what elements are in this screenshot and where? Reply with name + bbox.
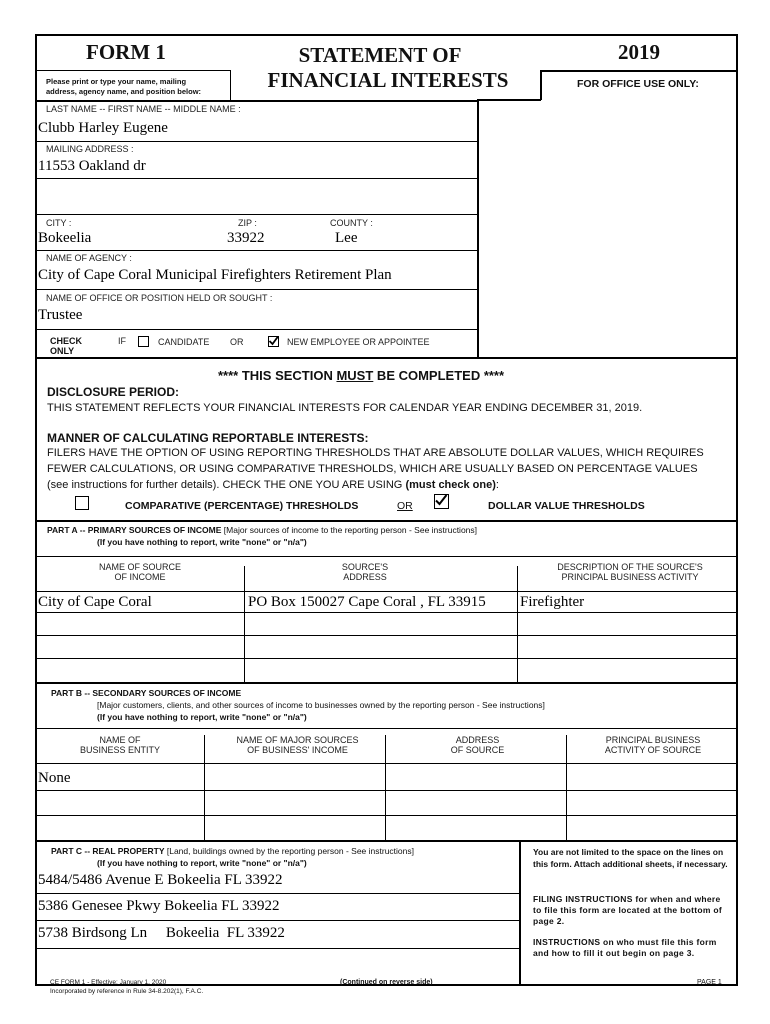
part-b-note2: (If you have nothing to report, write "none" or "n/a") <box>97 712 307 722</box>
part-a-vline-2 <box>517 566 518 683</box>
part-a-col1-l2: OF INCOME <box>114 572 166 582</box>
city-label: CITY : <box>46 218 72 228</box>
part-b-col4-l1: PRINCIPAL BUSINESS <box>605 735 701 745</box>
dollar-label: DOLLAR VALUE THRESHOLDS <box>488 500 645 512</box>
address-field-line2[interactable] <box>38 186 468 206</box>
manner-line3-c: : <box>495 479 499 491</box>
part-b-col2-l2: OF BUSINESS' INCOME <box>247 745 348 755</box>
office-use-top-border <box>540 70 738 72</box>
part-a-subnote: (If you have nothing to report, write "none" or "n/a") <box>97 537 307 547</box>
form-title: FORM 1 <box>86 40 166 64</box>
part-a-header-top <box>36 556 738 557</box>
banner-post: BE COMPLETED **** <box>373 368 505 383</box>
manner-line3-b: (must check one) <box>405 479 496 491</box>
part-a-col1-header <box>40 562 240 582</box>
side-note-filing: FILING INSTRUCTIONS for when and where to file this form are located at the bottom of page 2. <box>533 894 723 926</box>
office-label: NAME OF OFFICE OR POSITION HELD OR SOUGHT : <box>46 293 273 303</box>
dollar-checkbox[interactable] <box>434 494 449 509</box>
county-label: COUNTY : <box>330 218 373 228</box>
part-a-col2-header <box>260 562 470 582</box>
city-field[interactable]: Bokeelia <box>38 230 92 246</box>
part-b-bottom-border <box>36 840 738 842</box>
check-only-label: CHECK ONLY <box>50 336 83 356</box>
part-b-col1-header <box>40 735 200 755</box>
statement-title-line2: FINANCIAL INTERESTS <box>267 68 509 92</box>
checkmark-icon <box>434 493 448 507</box>
part-a-col2-l1: SOURCE'S <box>341 562 389 572</box>
office-field[interactable]: Trustee <box>38 307 83 323</box>
part-b-header-top <box>36 728 738 729</box>
property-line-2 <box>36 920 520 921</box>
side-note-space: You are not limited to the space on the lines on this form. Attach additional sheets, if necessary. <box>533 847 728 869</box>
candidate-checkbox[interactable] <box>138 336 149 347</box>
part-a-col1-l1: NAME OF SOURCE <box>98 562 181 572</box>
section-banner <box>218 368 504 383</box>
address-line-separator <box>36 178 478 179</box>
period-heading: DISCLOSURE PERIOD: <box>47 385 180 399</box>
part-b-col3-header <box>390 735 565 755</box>
part-b-col1-l2: BUSINESS ENTITY <box>79 745 160 755</box>
property-2[interactable]: 5386 Genesee Pkwy Bokeelia FL 33922 <box>38 898 280 914</box>
manner-line3 <box>47 479 499 491</box>
candidate-label: CANDIDATE <box>158 337 210 347</box>
check-if-label: IF <box>118 336 126 346</box>
part-a-row1-address[interactable]: PO Box 150027 Cape Coral , FL 33915 <box>248 594 486 610</box>
part-b-row-line-3 <box>36 815 738 816</box>
part-a-bottom-border <box>36 682 738 684</box>
threshold-or: OR <box>397 500 413 512</box>
part-b-row-line-1 <box>36 763 738 764</box>
office-use-divider <box>477 99 479 358</box>
part-a-row-line-2 <box>36 612 738 613</box>
footer-continued: (Continued on reverse side) <box>340 979 433 986</box>
instructions-line2: address, agency name, and position below: <box>46 87 202 96</box>
banner-pre: **** THIS SECTION <box>218 368 337 383</box>
disclosure-bottom-border <box>36 520 738 522</box>
instructions-box <box>36 70 231 100</box>
checkmark-icon <box>268 335 279 346</box>
part-a-title <box>47 525 477 535</box>
office-use-left-notch <box>540 70 542 100</box>
part-b-note1: [Major customers, clients, and other sources of income to businesses owned by the reporting person - See instructions] <box>97 700 545 710</box>
zip-label: ZIP : <box>238 218 257 228</box>
part-a-vline-1 <box>244 566 245 683</box>
office-separator <box>36 329 478 330</box>
address-label: MAILING ADDRESS : <box>46 144 134 154</box>
part-b-row1-entity[interactable]: None <box>38 770 71 786</box>
period-text: THIS STATEMENT REFLECTS YOUR FINANCIAL INTERESTS FOR CALENDAR YEAR ENDING DECEMBER 31, 2019. <box>47 402 643 414</box>
county-field[interactable]: Lee <box>335 230 358 246</box>
part-b-col4-l2: ACTIVITY OF SOURCE <box>604 745 702 755</box>
property-line-3 <box>36 948 520 949</box>
new-employee-label: NEW EMPLOYEE OR APPOINTEE <box>287 337 430 347</box>
part-b-vline-3 <box>566 735 567 840</box>
city-separator <box>36 250 478 251</box>
side-note-instructions: INSTRUCTIONS on who must file this form and how to fill it out begin on page 3. <box>533 937 717 958</box>
office-use-shelf <box>477 99 541 101</box>
part-c-title <box>51 846 414 856</box>
form-year: 2019 <box>618 40 660 64</box>
banner-must: MUST <box>336 368 374 383</box>
part-c-title-note: [Land, buildings owned by the reporting person - See instructions] <box>164 846 414 856</box>
agency-field[interactable]: City of Cape Coral Municipal Firefighters Retirement Plan <box>38 267 392 283</box>
name-separator <box>36 141 478 142</box>
part-a-row-line-4 <box>36 658 738 659</box>
part-b-col3-l2: OF SOURCE <box>450 745 505 755</box>
property-1[interactable]: 5484/5486 Avenue E Bokeelia FL 33922 <box>38 872 283 888</box>
name-field[interactable]: Clubb Harley Eugene <box>38 120 168 136</box>
filer-bottom-border <box>36 357 738 359</box>
manner-line1: FILERS HAVE THE OPTION OF USING REPORTING THRESHOLDS THAT ARE ABSOLUTE DOLLAR VALUES, WHICH REQUIRES <box>47 447 704 459</box>
comparative-label: COMPARATIVE (PERCENTAGE) THRESHOLDS <box>125 500 359 512</box>
address-separator <box>36 214 478 215</box>
part-a-row1-name[interactable]: City of Cape Coral <box>38 594 152 610</box>
part-a-col3-header <box>520 562 740 582</box>
comparative-checkbox[interactable] <box>75 496 89 510</box>
part-a-row1-activity[interactable]: Firefighter <box>520 594 585 610</box>
part-b-col2-l1: NAME OF MAJOR SOURCES <box>236 735 359 745</box>
part-b-col2-header <box>210 735 385 755</box>
name-label: LAST NAME -- FIRST NAME -- MIDDLE NAME : <box>46 104 241 114</box>
part-c-subnote: (If you have nothing to report, write "none" or "n/a") <box>97 858 307 868</box>
part-a-row-line-1 <box>36 591 738 592</box>
agency-separator <box>36 289 478 290</box>
footer-page-number: PAGE 1 <box>697 979 722 986</box>
filer-top-border <box>36 100 478 102</box>
part-b-col1-l1: NAME OF <box>99 735 141 745</box>
footer-left-line1: CE FORM 1 - Effective: January 1, 2020 <box>50 979 167 986</box>
property-3[interactable]: 5738 Birdsong Ln Bokeelia FL 33922 <box>38 925 285 941</box>
part-a-col3-l2: PRINCIPAL BUSINESS ACTIVITY <box>561 572 699 582</box>
part-a-title-note: [Major sources of income to the reporting person - See instructions] <box>221 525 478 535</box>
part-b-title: PART B -- SECONDARY SOURCES OF INCOME <box>51 688 242 698</box>
part-b-vline-1 <box>204 735 205 840</box>
part-b-row-line-2 <box>36 790 738 791</box>
part-a-col2-l2: ADDRESS <box>343 572 387 582</box>
part-a-title-text: PART A -- PRIMARY SOURCES OF INCOME <box>47 525 222 535</box>
manner-line3-a: (see instructions for further details). CHECK THE ONE YOU ARE USING <box>47 479 406 491</box>
instructions-line1: Please print or type your name, mailing <box>46 77 187 86</box>
address-field[interactable]: 11553 Oakland dr <box>38 158 146 174</box>
zip-field[interactable]: 33922 <box>227 230 265 246</box>
property-line-1 <box>36 893 520 894</box>
new-employee-checkbox[interactable] <box>268 336 279 347</box>
part-c-title-text: PART C -- REAL PROPERTY <box>51 846 165 856</box>
part-a-row-line-3 <box>36 635 738 636</box>
statement-title-line1: STATEMENT OF <box>298 43 462 67</box>
candidate-or: OR <box>230 337 244 347</box>
part-b-vline-2 <box>385 735 386 840</box>
manner-heading: MANNER OF CALCULATING REPORTABLE INTERESTS: <box>47 431 369 445</box>
office-use-label: FOR OFFICE USE ONLY: <box>577 78 699 90</box>
part-b-col4-header <box>568 735 738 755</box>
footer-left-line2: Incorporated by reference in Rule 34-8.202(1), F.A.C. <box>50 988 204 995</box>
part-b-col3-l1: ADDRESS <box>455 735 500 745</box>
agency-label: NAME OF AGENCY : <box>46 253 132 263</box>
manner-line2: FEWER CALCULATIONS, OR USING COMPARATIVE THRESHOLDS, WHICH ARE USUALLY BASED ON PERCENTAGE VALUES <box>47 463 698 475</box>
part-c-divider <box>519 841 521 986</box>
part-a-col3-l1: DESCRIPTION OF THE SOURCE'S <box>557 562 703 572</box>
